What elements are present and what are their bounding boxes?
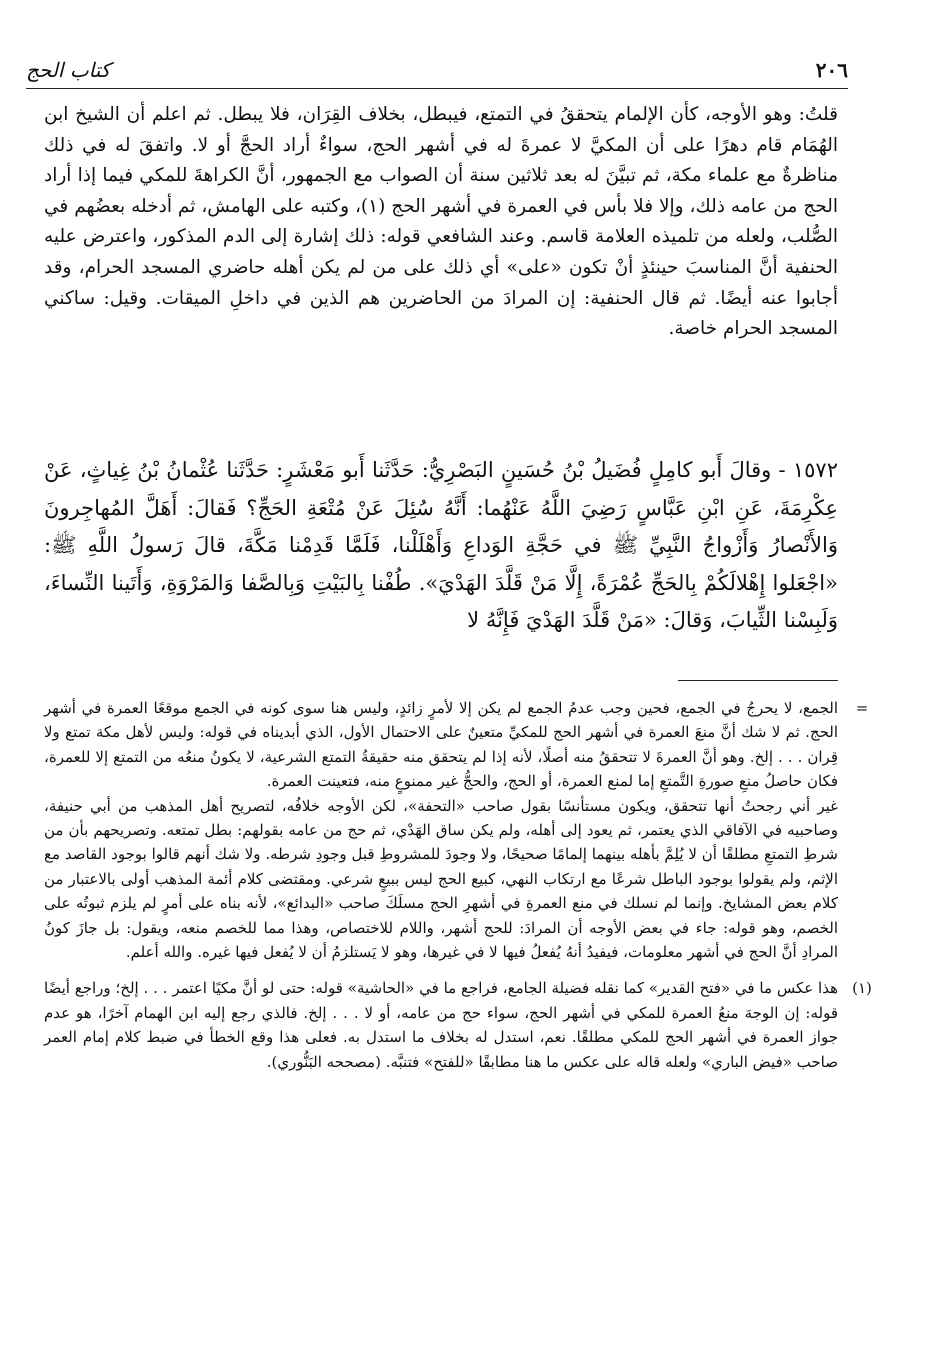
footnote-marker: (١) bbox=[852, 979, 872, 998]
footnote-body bbox=[44, 696, 838, 964]
hadith-text bbox=[44, 452, 838, 640]
footnote-body bbox=[44, 976, 838, 1074]
footnotes bbox=[44, 696, 886, 1074]
footnote-divider bbox=[678, 680, 838, 681]
footnote-paragraph: هذا عكس ما في «فتح القدير» كما نقله فضيلة الجامع، فراجع ما في «الحاشية» قوله: حتى لو أنَّ مكيًا اعتمر . . . إلخ؛ وراجع أيضًا قوله: إن الوجهَ منعُ العمرة للمكي في أشهر الحج، سواء حج من عامه، أو لا . . . إلخ. فالذي رجع إليه ابن الهمام آخرًا، هو عدم جواز العمرة في أشهر الحج للمكي مطلقًا. نعم، استدل له بخلاف ما استدل به. فعلى هذا وقع الخطأ في ضبط كلام إمام العمر صاحب «فيض الباري» ولعله قاله على عكس ما هنا مطابقًا «للفتح» فتنبَّه. (مصححه البَنُّوري). bbox=[44, 979, 838, 1071]
main-commentary bbox=[44, 100, 838, 345]
hadith-paragraph: ١٥٧٢ - وقالَ أَبو كامِلٍ فُضَيلُ بْنُ حُسَينٍ البَصْرِيُّ: حَدَّثَنا أَبو مَعْشَرٍ: حَدَّثَنا عُثْمانُ بْنُ غِياثٍ، عَنْ عِكْرِمَةَ، عَنِ ابْنِ عَبَّاسٍ رَضِيَ اللَّهُ عَنْهُما: أَنَّهُ سُئِلَ عَنْ مُتْعَةِ الحَجِّ؟ فَقالَ: أَهَلَّ المُهاجِرونَ وَالأَنْصارُ وَأَزْواجُ النَّبِيِّ ﷺ في حَجَّةِ الوَداعِ وَأَهْلَلْنا، فَلَمَّا قَدِمْنا مَكَّةَ، قالَ رَسولُ اللَّهِ ﷺ: «اجْعَلوا إِهْلالَكُمْ بِالحَجِّ عُمْرَةً، إِلَّا مَنْ قَلَّدَ الهَدْيَ». طُفْنا بِالبَيْتِ وَبِالصَّفا وَالمَرْوَةِ، وَأَتَينا النِّساءَ، وَلَبِسْنا الثِّيابَ، وَقالَ: «مَنْ قَلَّدَ الهَدْيَ فَإِنَّهُ لا bbox=[44, 458, 838, 632]
footnote-marker: = bbox=[855, 699, 869, 717]
footnote-paragraph: الجمع، لا يحرجُ في الجمع، فحين وجب عدمُ الجمع لم يكن إلا لأمرٍ زائدٍ، وليس هنا سوى كونه في الجمع موقعًا العمرة في أشهر الحج. ثم لا شك أنَّ منعَ العمرة في أشهر الحج للمكيِّ متعينٌ على الاحتمال الأول، الذي أبديناه في قوله: وليس لأهل مكة تمتع ولا قِران . . . إلخ. وهو أنَّ العمرةَ لا تتحققُ منه أصلًا، لأنه إذا لم يتحقق منه حقيقةُ التمتع الشرعية، لا يكونُ منعُه من التمتع إلا للعمرة، فكان حاصلُ منعِ صورةِ التَّمتعِ إما لمنع العمرة، أو الحج، والحجُّ غير ممنوعٍ منه، فتعينت العمرة. bbox=[44, 699, 838, 791]
running-head bbox=[26, 48, 848, 89]
footnote-paragraph: غير أني رجحتُ أنها تتحقق، ويكون مستأنسًا بقول صاحب «التحفة»، لكن الأوجه خلافُه، لتصريح أهل المذهب من أبي حنيفة، وصاحبيه في الآفاقي الذي يعتمر، ثم يعود إلى أهله، ولم يكن ساق الهَدْي، ثم حج من عامه بقولهم: بطل تمتعه. وتصريحهم بأن من شرطِ التمتعِ مطلقًا أن لا يُلِمَّ بأهله بينهما إلمامًا صحيحًا، ولا وجودَ للمشروطِ قبل وجودِ شرطه. ولا شك أنهم قالوا بوجود القاصد مع الإثم، ولم يقولوا بوجود الباطل شرعًا مع ارتكاب النهي، كبيع الحج ليس ببيعٍ شرعي. ومقتضى كلام أئمة المذهب أولى بالاعتبار من كلام بعض المشايخ. وإنما لم نسلك في منع العمرةِ في أشهرِ الحج مسلَكَ صاحب «البدائع»، لأنه بناه على أمرٍ لم يلزم ثبوتُه على الخصم، وهو قوله: جاء في بعض الأوجه أن المرادَ: للحج أشهر، واللام للاختصاص، وهذا مما للخصم منعه، ويقول: بل جازَ كونُ المرادِ أنَّ الحج في أشهر معلومات، فيفيدُ أنهُ يُفعلُ فيها لا في غيرها، وهو لا يَستلزمُ أن لا يُفعل فيها غيره. والله أعلم. bbox=[44, 796, 838, 962]
page-number: ٢٠٦ bbox=[815, 58, 848, 82]
footnote-continuation bbox=[44, 696, 886, 964]
footnote-1 bbox=[44, 976, 886, 1074]
commentary-paragraph: قلتُ: وهو الأوجه، كأن الإلمام يتحققُ في التمتع، فيبطل، بخلاف القِرَان، فلا يبطل. ثم اعلم أن الشيخ ابن الهُمَام قام دهرًا على أن المكيَّ لا عمرةَ له في أشهر الحج، سواءٌ أراد الحجَّ أو لا. واتفقَ له في ذلك مناظرةٌ مع علماء مكة، ثم تبيَّنَ له بعد ثلاثين سنة أن الصواب مع الجمهور، أنَّ الكراهةَ للمكي فيما إذا أراد الحج من عامه ذلك، وإلا فلا بأس في العمرة في أشهر الحج (١)، وكتبه على الهامش، ثم أدخله بعضُهم في الصُّلب، ولعله من تلميذه العلامة قاسم. وعند الشافعي قوله: ذلك إشارة إلى الدم المذكور، واعترض عليه الحنفية أنَّ المناسبَ حينئذٍ أنْ تكون «على» أي ذلك على من لم يكن أهله حاضري المسجد الحرام، وقد أجابوا عنه أيضًا. ثم قال الحنفية: إن المرادَ من الحاضرين هم الذين في داخلِ الميقات. وقيل: ساكني المسجد الحرام خاصة. bbox=[44, 104, 838, 340]
book-title: كتاب الحج bbox=[26, 58, 111, 82]
